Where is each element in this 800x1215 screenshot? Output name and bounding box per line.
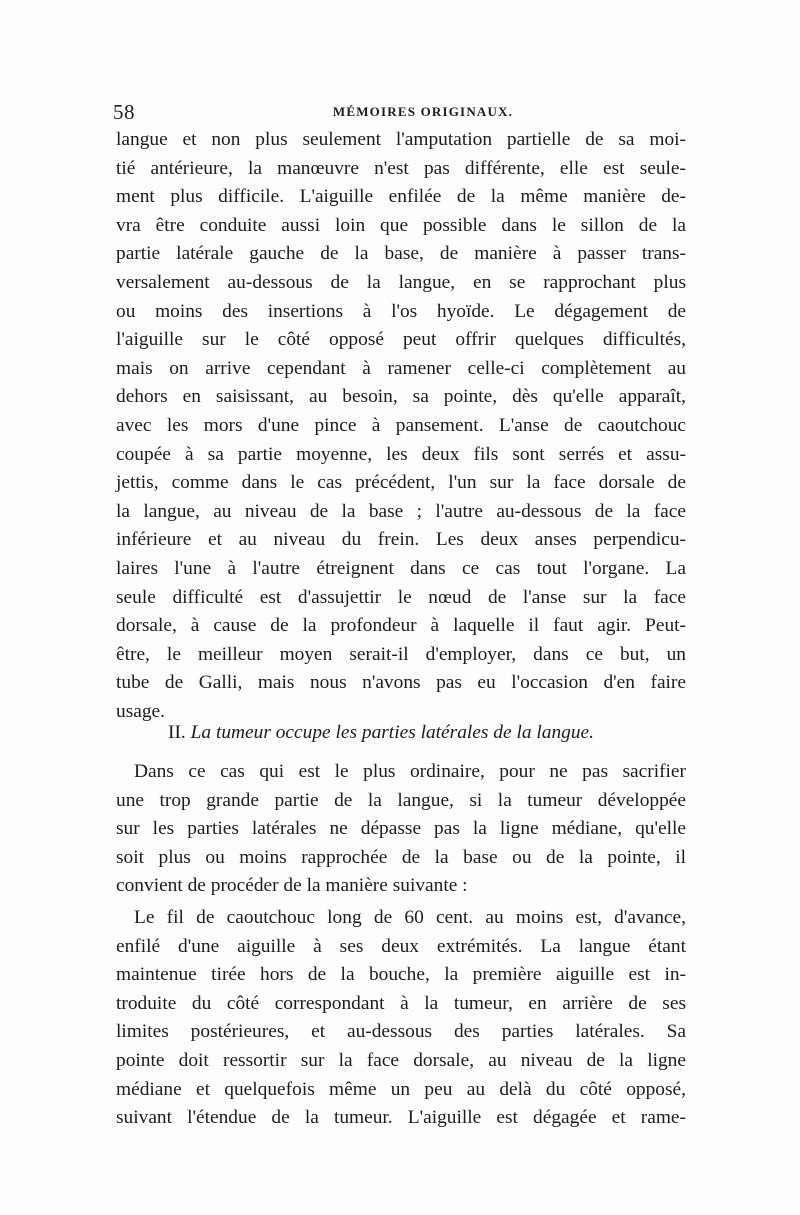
running-title: MÉMOIRES ORIGINAUX. <box>332 104 514 119</box>
text-line: enfilé d'une aiguille à ses deux extrémités. La langue étant <box>116 935 686 957</box>
paragraph-3 <box>116 904 686 1133</box>
text-line: jettis, comme dans le cas précédent, l'un sur la face dorsale de <box>116 472 686 494</box>
text-line: être, le meilleur moyen serait-il d'employer, dans ce but, un <box>116 643 686 665</box>
text-line: laires l'une à l'autre étreignent dans ce cas tout l'organe. La <box>116 557 686 579</box>
text-line: ou moins des insertions à l'os hyoïde. Le dégagement de <box>116 300 686 322</box>
text-line: partie latérale gauche de la base, de manière à passer trans- <box>116 243 686 265</box>
text-line: Le fil de caoutchouc long de 60 cent. au moins est, d'avance, <box>134 907 686 928</box>
text-line: troduite du côté correspondant à la tumeur, en arrière de ses <box>116 992 686 1014</box>
text-line: sur les parties latérales ne dépasse pas la ligne médiane, qu'elle <box>116 818 686 840</box>
text-line: limites postérieures, et au-dessous des parties latérales. Sa <box>116 1021 686 1043</box>
text-line: avec les mors d'une pince à pansement. L'anse de caoutchouc <box>116 414 686 436</box>
section-heading <box>168 719 594 747</box>
text-line: mais on arrive cependant à ramener celle-ci complètement au <box>116 357 686 379</box>
text-line: Dans ce cas qui est le plus ordinaire, pour ne pas sacrifier <box>134 761 686 782</box>
text-line: usage. <box>116 700 165 722</box>
text-line: tié antérieure, la manœuvre n'est pas différente, elle est seule- <box>116 157 686 179</box>
paragraph-2 <box>116 758 686 901</box>
text-line: ment plus difficile. L'aiguille enfilée de la même manière de- <box>116 186 686 208</box>
paragraph-1 <box>116 126 686 726</box>
text-line: la langue, au niveau de la base ; l'autre au-dessous de la face <box>116 500 686 522</box>
text-line: soit plus ou moins rapprochée de la base ou de la pointe, il <box>116 846 686 868</box>
text-line: pointe doit ressortir sur la face dorsale, au niveau de la ligne <box>116 1049 686 1071</box>
text-line: convient de procéder de la manière suivante : <box>116 875 468 897</box>
text-line: dorsale, à cause de la profondeur à laquelle il faut agir. Peut- <box>116 615 686 637</box>
text-line: médiane et quelquefois même un peu au delà du côté opposé, <box>116 1078 686 1100</box>
running-head <box>113 100 693 124</box>
page-number: 58 <box>113 100 135 124</box>
section-number: II. <box>168 722 186 743</box>
text-line: seule difficulté est d'assujettir le nœud de l'anse sur la face <box>116 586 686 608</box>
text-line: inférieure et au niveau du frein. Les deux anses perpendicu- <box>116 529 686 551</box>
text-line: dehors en saisissant, au besoin, sa pointe, dès qu'elle apparaît, <box>116 386 686 408</box>
text-line: une trop grande partie de la langue, si la tumeur développée <box>116 789 686 811</box>
text-line: versalement au-dessous de la langue, en se rapprochant plus <box>116 271 686 293</box>
text-line: maintenue tirée hors de la bouche, la première aiguille est in- <box>116 964 686 986</box>
text-line: tube de Galli, mais nous n'avons pas eu l'occasion d'en faire <box>116 672 686 694</box>
text-line: coupée à sa partie moyenne, les deux fils sont serrés et assu- <box>116 443 686 465</box>
text-line: langue et non plus seulement l'amputation partielle de sa moi- <box>116 129 686 150</box>
text-line: suivant l'étendue de la tumeur. L'aiguille est dégagée et rame- <box>116 1107 686 1129</box>
section-title: La tumeur occupe les parties latérales de la langue. <box>190 722 594 743</box>
text-line: l'aiguille sur le côté opposé peut offrir quelques difficultés, <box>116 329 686 351</box>
text-line: vra être conduite aussi loin que possible dans le sillon de la <box>116 214 686 236</box>
